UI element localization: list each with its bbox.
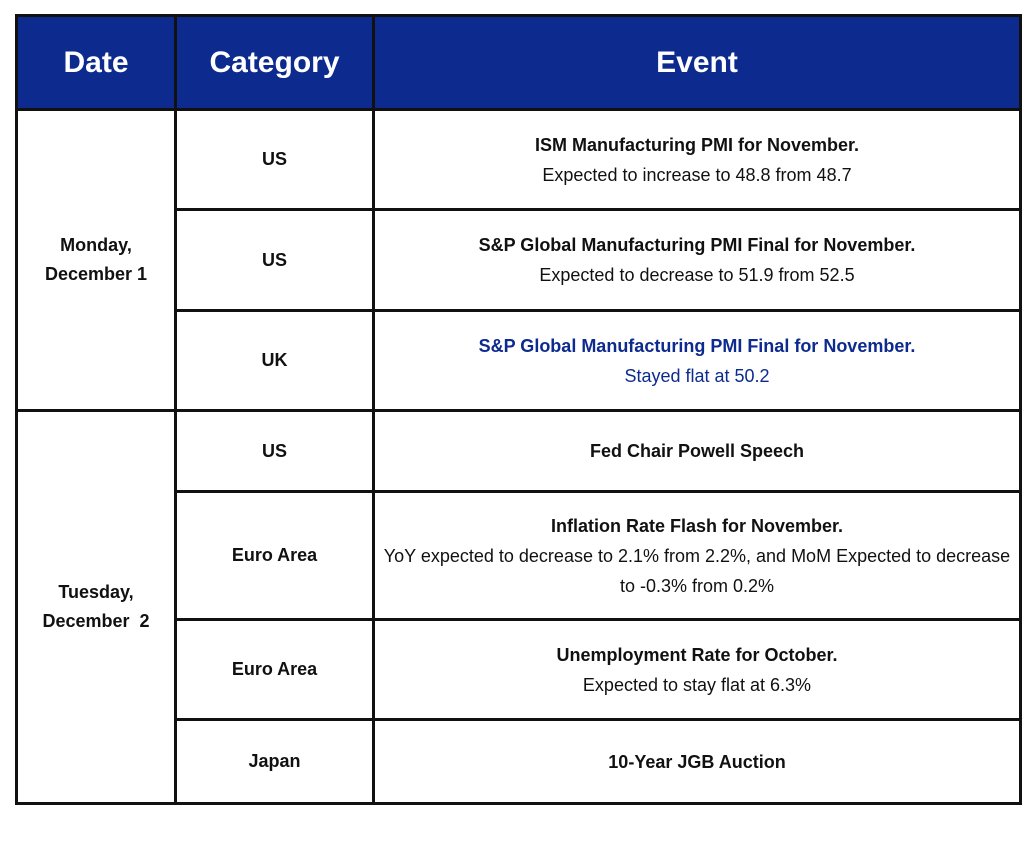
date-weekday: Monday, xyxy=(60,235,132,255)
event-detail: Expected to increase to 48.8 from 48.7 xyxy=(542,164,852,185)
date-cell-tuesday xyxy=(17,411,176,804)
category-cell: US xyxy=(176,210,374,311)
category-cell: Japan xyxy=(176,720,374,804)
event-title: ISM Manufacturing PMI for November. xyxy=(534,134,860,155)
economic-calendar-table xyxy=(15,14,1022,805)
category-cell: US xyxy=(176,110,374,210)
event-cell xyxy=(374,110,1021,210)
event-cell xyxy=(374,720,1021,804)
event-title: Inflation Rate Flash for November. xyxy=(550,515,844,536)
event-cell-highlighted xyxy=(374,311,1021,411)
event-title: S&P Global Manufacturing PMI Final for November. xyxy=(478,235,916,255)
event-detail: YoY expected to decrease to 2.1% from 2.2%, and MoM Expected to decrease to -0.3% from 0.2% xyxy=(383,545,1011,596)
event-column-header: Event xyxy=(374,16,1021,110)
category-column-header: Category xyxy=(176,16,374,110)
event-detail: Expected to stay flat at 6.3% xyxy=(582,674,812,695)
date-day: December 2 xyxy=(42,611,150,631)
event-cell xyxy=(374,492,1021,620)
date-column-header: Date xyxy=(17,16,176,110)
event-title: 10-Year JGB Auction xyxy=(608,751,786,772)
category-cell: US xyxy=(176,411,374,492)
table-header xyxy=(17,16,1021,110)
date-weekday: Tuesday, xyxy=(58,582,134,602)
category-cell: UK xyxy=(176,311,374,411)
event-title: Unemployment Rate for October. xyxy=(556,644,838,665)
event-cell xyxy=(374,411,1021,492)
table-row xyxy=(17,110,1021,210)
event-cell xyxy=(374,210,1021,311)
category-cell: Euro Area xyxy=(176,492,374,620)
event-detail: Expected to decrease to 51.9 from 52.5 xyxy=(539,265,855,285)
event-cell xyxy=(374,620,1021,720)
table-body xyxy=(17,110,1021,804)
event-title: Fed Chair Powell Speech xyxy=(589,441,805,461)
date-day: December 1 xyxy=(44,264,148,284)
date-cell-monday xyxy=(17,110,176,411)
event-title: S&P Global Manufacturing PMI Final for November. xyxy=(478,335,916,356)
category-cell: Euro Area xyxy=(176,620,374,720)
table-row xyxy=(17,411,1021,492)
event-detail: Stayed flat at 50.2 xyxy=(624,365,770,386)
header-row xyxy=(17,16,1021,110)
